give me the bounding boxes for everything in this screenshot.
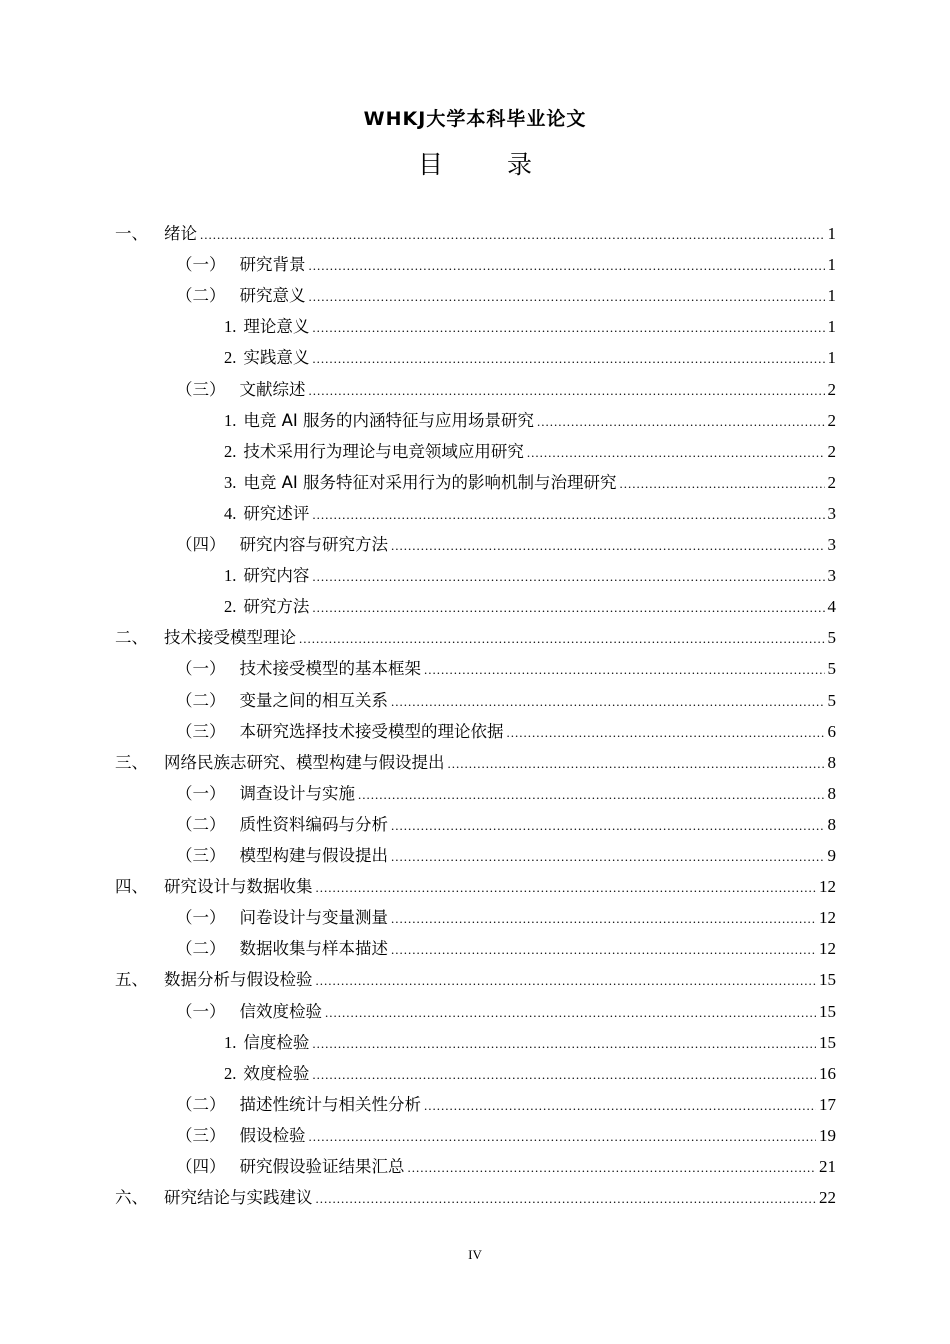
toc-entry-page: 2 <box>827 441 836 461</box>
toc-dot-leader <box>312 499 824 530</box>
toc-entry-label <box>176 1151 405 1182</box>
toc-entry-marker: （一） <box>176 783 226 803</box>
toc-entry-marker: （四） <box>176 1157 226 1176</box>
toc-entry-page: 17 <box>819 1094 836 1114</box>
toc-entry-page: 8 <box>827 814 836 834</box>
toc-entry-title: 研究意义 <box>239 286 306 306</box>
toc-entry-label <box>176 778 355 809</box>
toc-entry-title: 数据收集与样本描述 <box>239 939 388 959</box>
toc-entry-label <box>115 218 197 249</box>
toc-entry-title: 实践意义 <box>243 348 310 368</box>
toc-entry-marker: （三） <box>176 379 226 399</box>
toc-entry-title: 研究背景 <box>239 255 306 275</box>
toc-entry-page: 8 <box>827 752 836 772</box>
toc-entry-title: 质性资料编码与分析 <box>239 814 388 834</box>
toc-entry-marker: 一、 <box>115 224 148 243</box>
running-header-title: WHKJ大学本科毕业论文 <box>363 108 587 130</box>
toc-entry-label <box>115 622 296 653</box>
toc-entry-page: 12 <box>819 939 836 959</box>
toc-entry-page: 1 <box>827 224 836 243</box>
toc-entry[interactable] <box>224 342 836 373</box>
toc-entry-label <box>224 1027 309 1058</box>
toc-dot-leader <box>391 530 825 561</box>
toc-entry-label <box>224 467 617 498</box>
toc-entry[interactable] <box>224 436 836 467</box>
toc-entry-page: 12 <box>819 908 836 928</box>
toc-entry[interactable] <box>176 902 836 933</box>
toc-entry-title: 问卷设计与变量测量 <box>239 908 388 928</box>
toc-entry-label <box>176 685 388 716</box>
toc-entry[interactable] <box>176 1151 836 1182</box>
toc-entry[interactable] <box>176 778 836 809</box>
toc-entry-label <box>176 996 322 1027</box>
toc-entry-title: 研究内容 <box>243 566 310 586</box>
toc-entry-marker: 二、 <box>115 628 148 648</box>
toc-entry-title: 本研究选择技术接受模型的理论依据 <box>239 721 504 741</box>
toc-entry[interactable] <box>176 1089 836 1120</box>
toc-entry-title: 变量之间的相互关系 <box>239 690 388 710</box>
toc-entry-title: 研究内容与研究方法 <box>239 535 388 554</box>
toc-dot-leader <box>527 437 825 468</box>
toc-entry[interactable] <box>176 280 836 311</box>
toc-dot-leader <box>316 872 817 903</box>
toc-entry[interactable] <box>176 374 836 405</box>
toc-entry[interactable] <box>224 405 836 436</box>
toc-dot-leader <box>358 779 825 810</box>
toc-entry-marker: 2. <box>224 1063 237 1083</box>
toc-entry[interactable] <box>176 529 836 560</box>
toc-entry-page: 15 <box>819 970 836 990</box>
toc-dot-leader <box>391 686 825 717</box>
toc-entry-title: 网络民族志研究、模型构建与假设提出 <box>164 752 445 772</box>
toc-entry-title: 研究设计与数据收集 <box>164 877 313 897</box>
toc-entry[interactable] <box>224 467 836 498</box>
toc-entry-label <box>115 871 313 902</box>
toc-dot-leader <box>316 1183 817 1214</box>
toc-entry-marker: （一） <box>176 255 226 275</box>
toc-entry[interactable] <box>224 311 836 342</box>
toc-entry-label <box>176 374 306 405</box>
toc-entry[interactable] <box>176 1120 836 1151</box>
toc-entry[interactable] <box>176 996 836 1027</box>
toc-dot-leader <box>200 219 825 250</box>
toc-entry-marker: 1. <box>224 410 237 430</box>
toc-entry[interactable] <box>115 964 836 995</box>
toc-entry-marker: （二） <box>176 286 226 306</box>
toc-entry-page: 2 <box>827 472 836 492</box>
toc-dot-leader <box>312 1059 816 1090</box>
toc-entry-marker: （一） <box>176 1001 226 1021</box>
toc-dot-leader <box>391 903 816 934</box>
toc-entry-marker: （二） <box>176 939 226 959</box>
toc-entry-label <box>176 933 388 964</box>
toc-entry-label <box>224 311 309 342</box>
toc-entry-label <box>176 902 388 933</box>
toc-entry-title: 文献综述 <box>239 379 306 399</box>
toc-dot-leader <box>312 592 824 623</box>
toc-dot-leader <box>312 343 824 374</box>
toc-entry-marker: 2. <box>224 348 237 368</box>
toc-entry-label <box>176 653 421 684</box>
toc-entry-marker: （一） <box>176 908 226 928</box>
toc-entry[interactable] <box>115 747 836 778</box>
toc-entry-title: 信效度检验 <box>239 1001 322 1021</box>
toc-entry-page: 19 <box>819 1125 836 1145</box>
toc-entry[interactable] <box>176 653 836 684</box>
toc-dot-leader <box>408 1152 817 1183</box>
toc-entry-page: 22 <box>819 1188 836 1208</box>
toc-entry-marker: （二） <box>176 1094 226 1114</box>
toc-entry[interactable] <box>115 622 836 653</box>
toc-entry-title: 技术接受模型的基本框架 <box>239 659 421 679</box>
toc-entry-marker: （一） <box>176 659 226 679</box>
toc-entry-label <box>176 529 388 560</box>
toc-entry-page: 16 <box>819 1063 836 1083</box>
toc-entry-page: 4 <box>827 597 836 617</box>
toc-entry-title: 模型构建与假设提出 <box>239 846 388 865</box>
toc-entry-marker: 五、 <box>115 970 148 990</box>
toc-entry-marker: 2. <box>224 441 237 461</box>
toc-entry-page: 5 <box>827 690 836 710</box>
toc-dot-leader <box>507 717 825 748</box>
toc-entry-title: 技术采用行为理论与电竞领域应用研究 <box>243 441 524 461</box>
toc-entry-page: 1 <box>827 286 836 306</box>
toc-entry-title: 技术接受模型理论 <box>164 628 296 648</box>
toc-entry[interactable] <box>176 840 836 871</box>
toc-heading: 目 录 <box>418 150 560 179</box>
toc-entry-page: 9 <box>827 846 836 865</box>
toc-dot-leader <box>391 841 825 872</box>
toc-entry[interactable] <box>176 716 836 747</box>
toc-entry-marker: （四） <box>176 535 226 554</box>
toc-dot-leader <box>391 934 816 965</box>
toc-dot-leader <box>391 810 825 841</box>
toc-dot-leader <box>309 375 825 406</box>
toc-entry-marker: 三、 <box>115 752 148 772</box>
toc-entry-title: 描述性统计与相关性分析 <box>239 1094 421 1114</box>
toc-entry-label <box>115 1182 313 1213</box>
toc-entry-page: 1 <box>827 317 836 337</box>
page-number: IV <box>468 1247 482 1262</box>
toc-entry[interactable] <box>115 1182 836 1213</box>
toc-entry-page: 2 <box>827 410 836 430</box>
toc-dot-leader <box>316 965 817 996</box>
toc-entry-label <box>176 249 306 280</box>
toc-entry[interactable] <box>176 249 836 280</box>
toc-entry[interactable] <box>224 591 836 622</box>
toc-entry-marker: （三） <box>176 846 226 865</box>
toc-entry-label <box>224 405 534 436</box>
toc-entry[interactable] <box>224 498 836 529</box>
toc-entry[interactable] <box>115 218 836 249</box>
toc-entry-title: 研究结论与实践建议 <box>164 1188 313 1208</box>
toc-entry-label <box>224 591 309 622</box>
toc-entry-title: 绪论 <box>164 224 197 243</box>
toc-entry-label <box>176 1089 421 1120</box>
toc-entry-label <box>115 747 445 778</box>
toc-dot-leader <box>312 561 824 592</box>
toc-dot-leader <box>299 623 825 654</box>
toc-entry-page: 15 <box>819 1032 836 1052</box>
toc-entry-page: 8 <box>827 783 836 803</box>
toc-entry-marker: （三） <box>176 721 226 741</box>
toc-entry-marker: 六、 <box>115 1188 148 1208</box>
toc-entry-title: 效度检验 <box>243 1063 310 1083</box>
toc-entry-page: 2 <box>827 379 836 399</box>
toc-entry-marker: （二） <box>176 814 226 834</box>
toc-entry-page: 5 <box>827 628 836 648</box>
toc-entry-title: 研究方法 <box>243 597 310 617</box>
toc-entry-title: 数据分析与假设检验 <box>164 970 313 990</box>
toc-entry[interactable] <box>176 933 836 964</box>
toc-entry-label <box>176 809 388 840</box>
toc-dot-leader <box>309 1121 817 1152</box>
toc-entry-title: 电竞 AI 服务的内涵特征与应用场景研究 <box>243 410 535 430</box>
toc-entry-marker: 1. <box>224 317 237 337</box>
toc-entry-page: 1 <box>827 255 836 275</box>
toc-entry-label <box>176 840 388 871</box>
toc-entry-title: 研究假设验证结果汇总 <box>239 1157 405 1176</box>
toc-entry-label <box>224 498 309 529</box>
toc-dot-leader <box>620 468 825 499</box>
toc-entry-marker: 4. <box>224 503 237 523</box>
toc-entry-marker: 2. <box>224 597 237 617</box>
toc-entry-page: 21 <box>819 1157 836 1176</box>
toc-entry-title: 电竞 AI 服务特征对采用行为的影响机制与治理研究 <box>243 472 617 492</box>
toc-entry-title: 信度检验 <box>243 1032 310 1052</box>
toc-entry-title: 研究述评 <box>243 503 310 523</box>
toc-entry-page: 3 <box>827 503 836 523</box>
toc-dot-leader <box>424 654 825 685</box>
toc-entry-marker: （三） <box>176 1125 226 1145</box>
toc-entry-marker: （二） <box>176 690 226 710</box>
toc-entry[interactable] <box>115 871 836 902</box>
toc-dot-leader <box>424 1090 816 1121</box>
toc-dot-leader <box>448 748 825 779</box>
toc-entry-label <box>224 560 309 591</box>
toc-entry-label <box>224 436 524 467</box>
toc-dot-leader <box>537 406 824 437</box>
toc-dot-leader <box>312 312 824 343</box>
toc-entry[interactable] <box>224 1027 836 1058</box>
toc-entry[interactable] <box>224 1058 836 1089</box>
toc-dot-leader <box>309 250 825 281</box>
toc-entry-title: 理论意义 <box>243 317 310 337</box>
toc-entry-title: 调查设计与实施 <box>239 783 355 803</box>
toc-entry-label <box>224 1058 309 1089</box>
toc-entry-page: 1 <box>827 348 836 368</box>
toc-entry-label <box>224 342 309 373</box>
toc-dot-leader <box>325 997 816 1028</box>
toc-entry-marker: 3. <box>224 472 237 492</box>
toc-entry-page: 5 <box>827 659 836 679</box>
toc-entry-page: 3 <box>827 566 836 586</box>
toc-entry-page: 12 <box>819 877 836 897</box>
toc-entry-page: 15 <box>819 1001 836 1021</box>
toc-entry-label <box>115 964 313 995</box>
toc-entry[interactable] <box>224 560 836 591</box>
toc-entry-page: 3 <box>827 535 836 554</box>
toc-entry-marker: 1. <box>224 566 237 586</box>
toc-dot-leader <box>312 1028 816 1059</box>
toc-entry[interactable] <box>176 809 836 840</box>
toc-entry-title: 假设检验 <box>239 1125 306 1145</box>
toc-entry[interactable] <box>176 685 836 716</box>
toc-entry-label <box>176 1120 306 1151</box>
toc-entry-page: 6 <box>827 721 836 741</box>
toc-dot-leader <box>309 281 825 312</box>
toc-entry-label <box>176 280 306 311</box>
toc-entry-marker: 1. <box>224 1032 237 1052</box>
toc-entry-label <box>176 716 504 747</box>
toc-entry-marker: 四、 <box>115 877 148 897</box>
